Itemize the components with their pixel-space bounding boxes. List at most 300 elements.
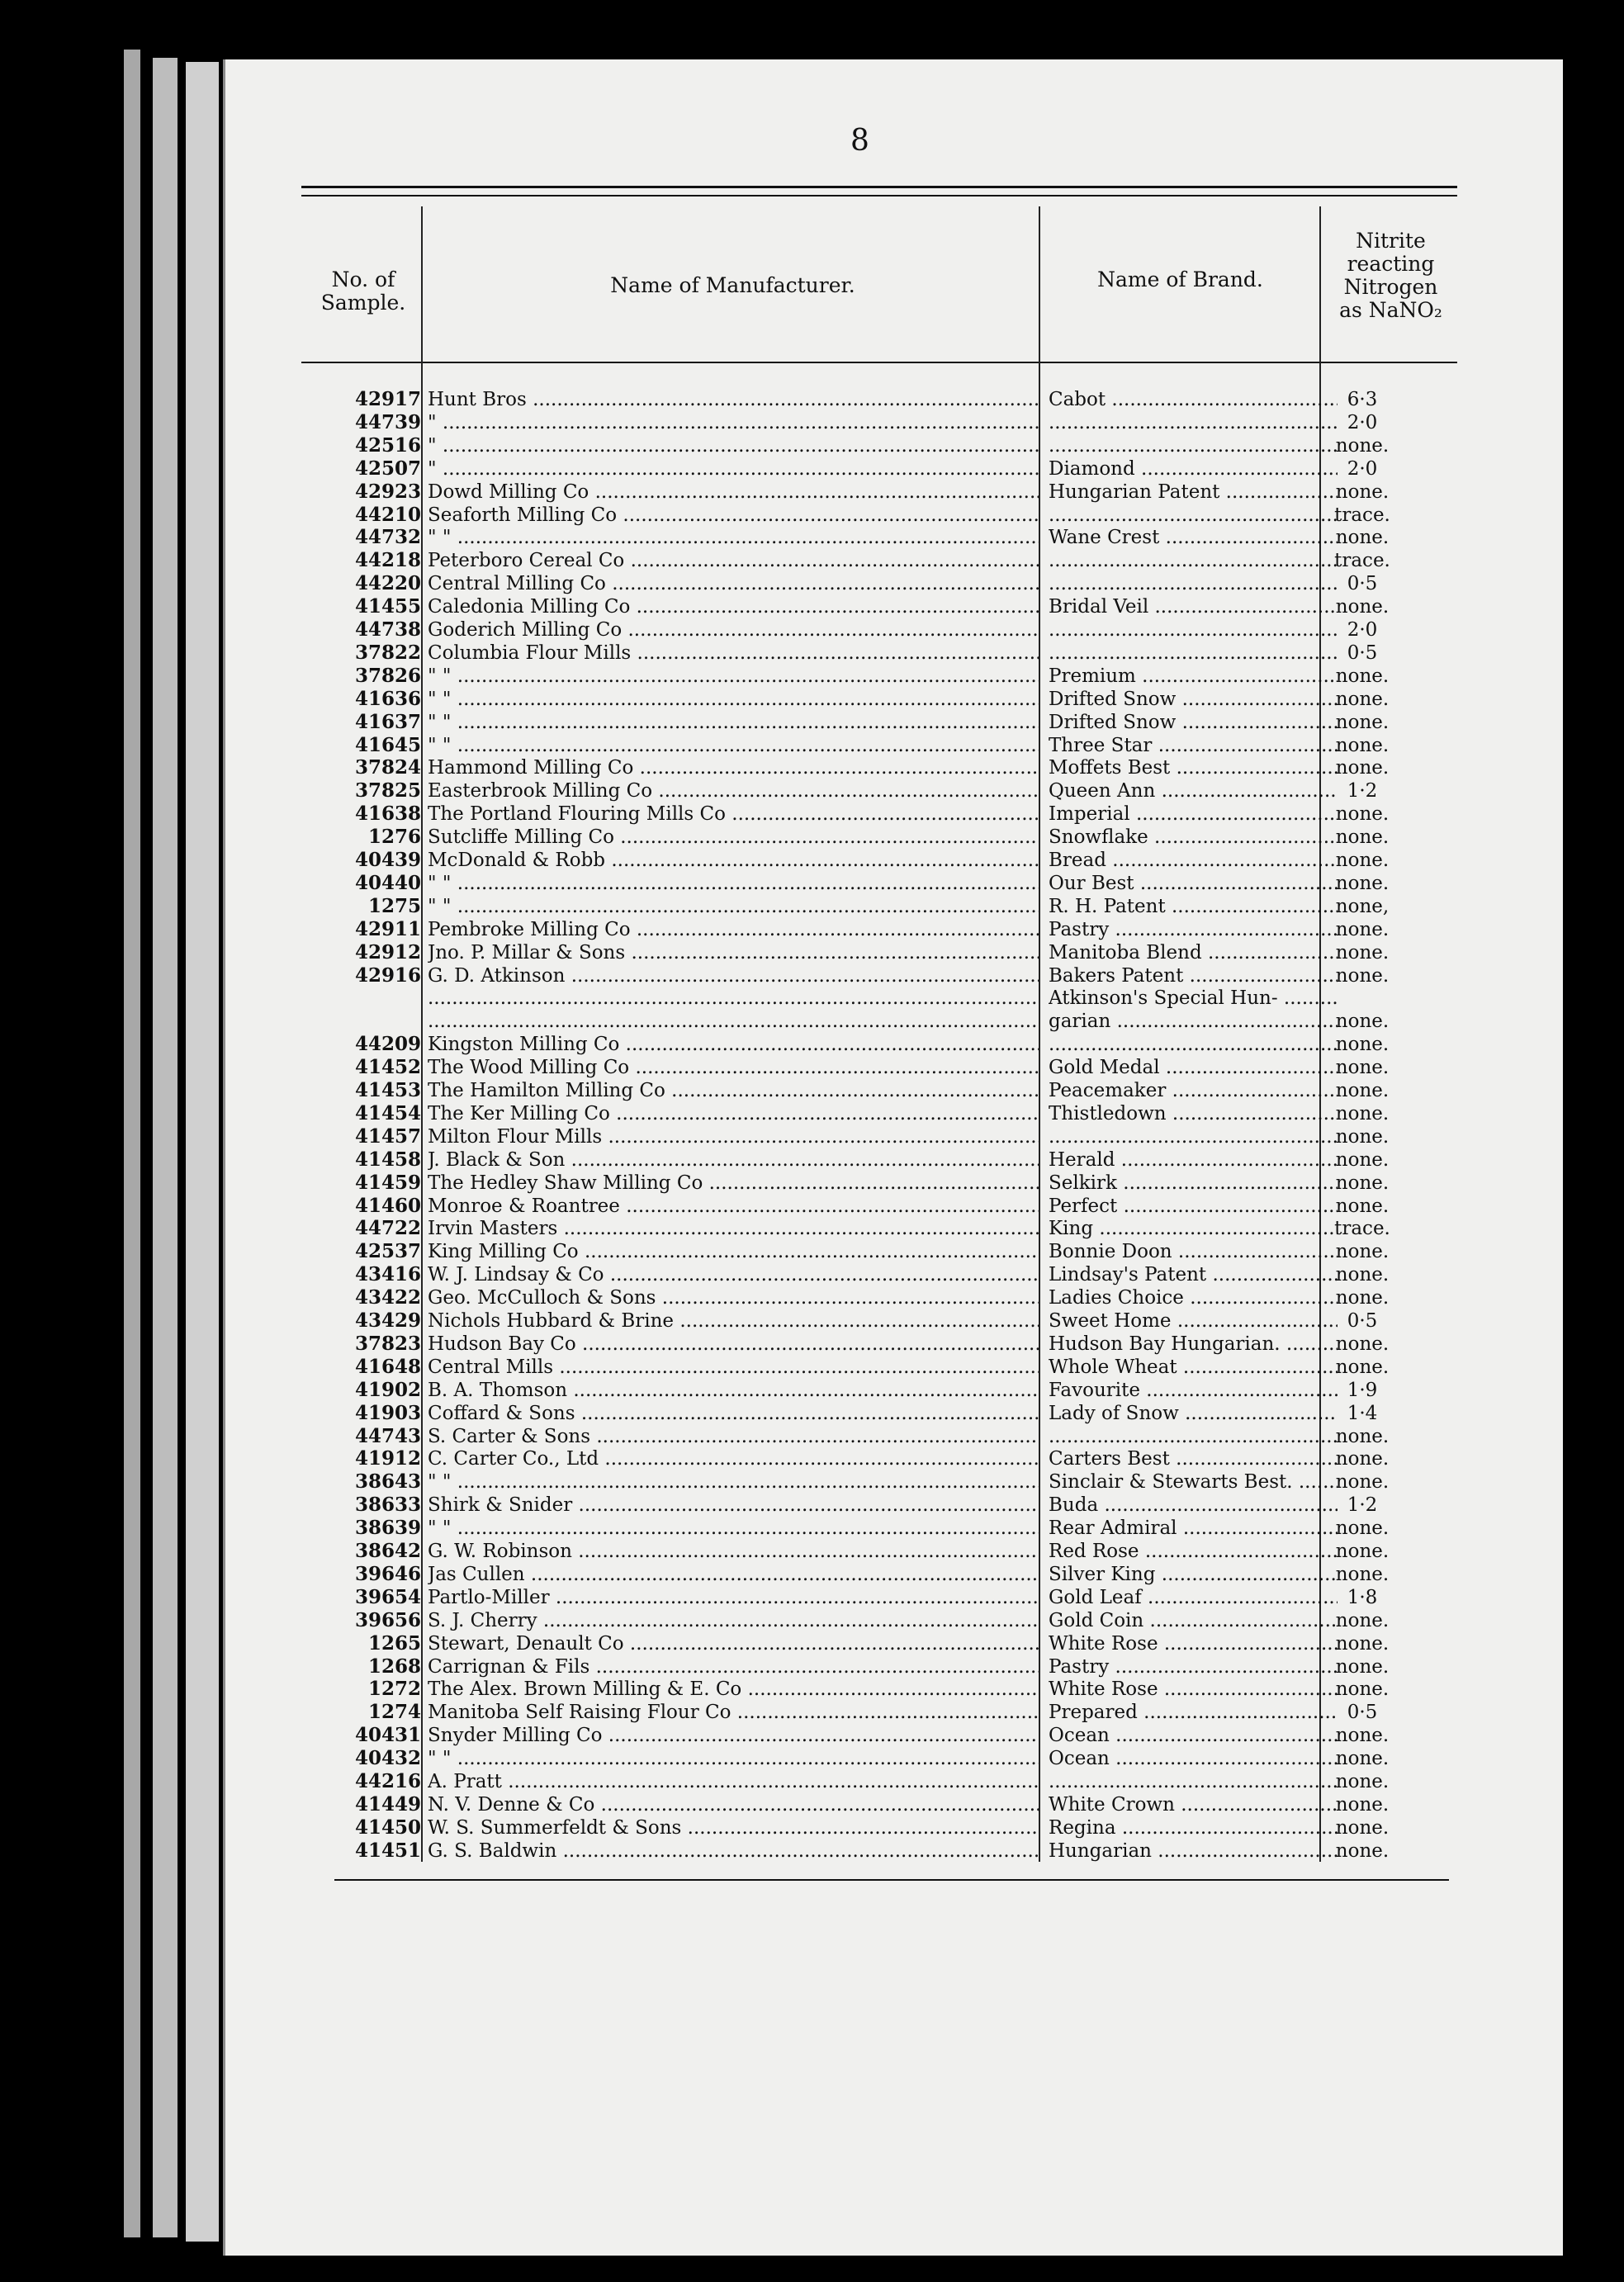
manufacturer-cell: The Hedley Shaw Milling Co .....	[428, 1172, 1039, 1195]
table-row	[0, 918, 1624, 941]
nitrogen-cell: none.	[1335, 757, 1390, 779]
brand-cell	[1049, 642, 1338, 665]
nitrogen-cell: none.	[1335, 964, 1390, 987]
manufacturer-cell: " .....	[428, 434, 1039, 457]
nitrogen-cell: none.	[1335, 1632, 1390, 1655]
brand-cell: Imperial .....	[1049, 802, 1338, 826]
table-row	[0, 1356, 1624, 1379]
brand-cell	[1049, 411, 1338, 434]
sample-cell: 37825	[354, 779, 421, 802]
sample-cell: 44220	[354, 572, 421, 595]
brand-cell: White Rose .....	[1049, 1632, 1338, 1655]
manufacturer-cell: Kingston Milling Co .....	[428, 1033, 1039, 1056]
sample-cell: 43429	[354, 1309, 421, 1332]
sample-cell: 41450	[354, 1816, 421, 1839]
sample-cell: 41449	[354, 1792, 421, 1816]
table-row	[0, 1379, 1624, 1402]
sample-cell: 38639	[354, 1517, 421, 1540]
sample-cell: 42537	[354, 1240, 421, 1263]
table-row	[0, 964, 1624, 987]
sample-cell: 42923	[354, 480, 421, 503]
sample-cell: 41636	[354, 687, 421, 710]
sample-cell: 43422	[354, 1286, 421, 1309]
manufacturer-cell: " " .....	[428, 872, 1039, 895]
manufacturer-cell: J. Black & Son .....	[428, 1148, 1039, 1172]
manufacturer-cell: The Wood Milling Co .....	[428, 1056, 1039, 1079]
manufacturer-cell: C. Carter Co., Ltd .....	[428, 1447, 1039, 1470]
header-nitrogen-line: reacting	[1347, 252, 1435, 276]
brand-cell: Premium .....	[1049, 665, 1338, 688]
nitrogen-cell: none.	[1335, 1609, 1390, 1631]
manufacturer-cell: " " .....	[428, 1470, 1039, 1494]
manufacturer-cell	[428, 1010, 1039, 1033]
header-sample: No. of Sample.	[320, 267, 406, 315]
table-row	[0, 1816, 1624, 1839]
manufacturer-cell: G. W. Robinson .....	[428, 1540, 1039, 1563]
nitrogen-cell: 1·2	[1347, 1494, 1378, 1517]
table-row	[0, 1447, 1624, 1470]
sample-cell: 44210	[354, 503, 421, 526]
nitrogen-cell: none.	[1335, 1125, 1390, 1148]
manufacturer-cell: Nichols Hubbard & Brine .....	[428, 1309, 1039, 1333]
nitrogen-cell: none.	[1335, 1816, 1390, 1839]
sample-cell: 41452	[354, 1056, 421, 1079]
table-row	[0, 411, 1624, 434]
manufacturer-cell: A. Pratt .....	[428, 1770, 1039, 1793]
brand-cell: King .....	[1049, 1217, 1338, 1240]
sample-cell: 1276	[367, 826, 421, 849]
sample-cell: 41451	[354, 1839, 421, 1862]
nitrogen-cell: none.	[1335, 1425, 1390, 1447]
table-row	[0, 595, 1624, 618]
table-row	[0, 1770, 1624, 1793]
sample-cell: 38643	[354, 1470, 421, 1494]
brand-cell: Gold Coin .....	[1049, 1609, 1338, 1632]
brand-cell: Hungarian .....	[1049, 1839, 1338, 1863]
brand-cell: Peacemaker .....	[1049, 1079, 1338, 1102]
brand-cell	[1049, 1125, 1338, 1148]
brand-cell: White Rose .....	[1049, 1678, 1338, 1701]
sample-cell: 41638	[354, 802, 421, 826]
bottom-rule	[334, 1879, 1449, 1881]
table-row	[0, 1033, 1624, 1056]
table-row	[0, 1517, 1624, 1540]
sample-cell: 37824	[354, 756, 421, 779]
sample-cell: 42917	[354, 388, 421, 410]
nitrogen-cell: none.	[1335, 1195, 1390, 1217]
nitrogen-cell: none.	[1335, 1448, 1390, 1470]
brand-cell: R. H. Patent .....	[1049, 895, 1338, 918]
sample-cell: 43416	[354, 1263, 421, 1286]
table-row	[0, 1701, 1624, 1724]
manufacturer-cell: Pembroke Milling Co .....	[428, 918, 1039, 941]
sample-cell: 44216	[354, 1770, 421, 1792]
nitrogen-cell: none.	[1335, 1080, 1390, 1101]
nitrogen-cell: none.	[1335, 1793, 1390, 1816]
nitrogen-cell: none,	[1335, 895, 1390, 917]
manufacturer-cell: Peterboro Cereal Co .....	[428, 549, 1039, 572]
table-row	[0, 688, 1624, 711]
nitrogen-cell: 0·5	[1347, 1310, 1378, 1332]
nitrogen-cell: none.	[1335, 1034, 1390, 1056]
manufacturer-cell: S. J. Cherry .....	[428, 1609, 1039, 1632]
manufacturer-cell: The Ker Milling Co .....	[428, 1102, 1039, 1125]
brand-cell: Ocean .....	[1049, 1724, 1338, 1747]
manufacturer-cell: Carrignan & Fils .....	[428, 1655, 1039, 1678]
brand-cell: Red Rose .....	[1049, 1540, 1338, 1563]
brand-cell: Diamond .....	[1049, 457, 1338, 481]
brand-cell: Whole Wheat .....	[1049, 1356, 1338, 1379]
sample-cell: 41453	[354, 1079, 421, 1101]
brand-cell: garian .....	[1049, 1010, 1338, 1033]
table-row	[0, 1724, 1624, 1747]
sample-cell: 37826	[354, 664, 421, 687]
manufacturer-cell: Goderich Milling Co .....	[428, 618, 1039, 642]
sample-cell: 44732	[354, 526, 421, 549]
table-row	[0, 549, 1624, 572]
manufacturer-cell: Central Mills .....	[428, 1356, 1039, 1379]
manufacturer-cell: " " .....	[428, 688, 1039, 711]
table-row	[0, 1609, 1624, 1632]
nitrogen-cell: none.	[1335, 688, 1390, 710]
brand-cell: Bonnie Doon .....	[1049, 1240, 1338, 1263]
brand-cell	[1049, 1425, 1338, 1448]
table-row	[0, 802, 1624, 826]
sample-cell: 38642	[354, 1540, 421, 1562]
table-row	[0, 1125, 1624, 1148]
manufacturer-cell	[428, 987, 1039, 1010]
brand-cell: Manitoba Blend .....	[1049, 941, 1338, 964]
nitrogen-cell: 6·3	[1347, 389, 1378, 410]
brand-cell: Atkinson's Special Hun- .....	[1049, 987, 1338, 1010]
nitrogen-cell: 1·9	[1347, 1379, 1378, 1401]
manufacturer-cell: Hunt Bros .....	[428, 388, 1039, 411]
sample-cell: 1268	[367, 1655, 421, 1678]
brand-cell	[1049, 504, 1338, 527]
manufacturer-cell: Partlo-Miller .....	[428, 1586, 1039, 1609]
nitrogen-cell: none.	[1335, 1241, 1390, 1263]
table-row	[0, 895, 1624, 918]
brand-cell: Lindsay's Patent .....	[1049, 1263, 1338, 1286]
table-row	[0, 1540, 1624, 1563]
manufacturer-cell: Snyder Milling Co .....	[428, 1724, 1039, 1747]
brand-cell: Bread .....	[1049, 849, 1338, 872]
brand-cell: Rear Admiral .....	[1049, 1517, 1338, 1540]
brand-cell: Gold Leaf .....	[1049, 1586, 1338, 1609]
nitrogen-cell: none.	[1335, 665, 1390, 687]
manufacturer-cell: McDonald & Robb .....	[428, 849, 1039, 872]
manufacturer-cell: Caledonia Milling Co .....	[428, 595, 1039, 618]
page-number: 8	[850, 124, 869, 158]
brand-cell	[1049, 1033, 1338, 1056]
brand-cell: Thistledown .....	[1049, 1102, 1338, 1125]
brand-cell: Pastry .....	[1049, 1655, 1338, 1678]
sample-cell: 1265	[367, 1631, 421, 1655]
brand-cell: Wane Crest .....	[1049, 526, 1338, 549]
sample-cell: 38633	[354, 1494, 421, 1517]
table-row	[0, 1655, 1624, 1678]
table-row	[0, 618, 1624, 642]
manufacturer-cell: Sutcliffe Milling Co .....	[428, 826, 1039, 849]
table-row	[0, 1470, 1624, 1494]
sample-cell: 41454	[354, 1101, 421, 1124]
manufacturer-cell: Stewart, Denault Co .....	[428, 1632, 1039, 1655]
manufacturer-cell: Hammond Milling Co .....	[428, 756, 1039, 779]
nitrogen-cell: none.	[1335, 1655, 1390, 1678]
brand-cell: Favourite .....	[1049, 1379, 1338, 1402]
manufacturer-cell: Seaforth Milling Co .....	[428, 504, 1039, 527]
table-row	[0, 1309, 1624, 1333]
table-row	[0, 1333, 1624, 1356]
manufacturer-cell: W. J. Lindsay & Co .....	[428, 1263, 1039, 1286]
brand-cell: Lady of Snow .....	[1049, 1402, 1338, 1425]
table-row	[0, 1286, 1624, 1309]
sample-cell: 37822	[354, 641, 421, 664]
table-row	[0, 756, 1624, 779]
table-row	[0, 1195, 1624, 1218]
brand-cell: Ocean .....	[1049, 1747, 1338, 1770]
nitrogen-cell: none.	[1335, 803, 1390, 826]
nitrogen-cell: none.	[1335, 1839, 1390, 1862]
sample-cell: 41902	[354, 1378, 421, 1401]
nitrogen-cell: 0·5	[1347, 573, 1378, 595]
sample-cell: 44209	[354, 1033, 421, 1056]
nitrogen-cell: trace.	[1334, 1218, 1390, 1240]
nitrogen-cell: none.	[1335, 434, 1390, 457]
manufacturer-cell: King Milling Co .....	[428, 1240, 1039, 1263]
manufacturer-cell: Central Milling Co .....	[428, 572, 1039, 595]
manufacturer-cell: B. A. Thomson .....	[428, 1379, 1039, 1402]
brand-cell: Drifted Snow .....	[1049, 711, 1338, 734]
brand-cell: Sweet Home .....	[1049, 1309, 1338, 1333]
table-row	[0, 665, 1624, 688]
sample-cell: 40440	[354, 871, 421, 894]
brand-cell: Selkirk .....	[1049, 1172, 1338, 1195]
sample-cell: 39656	[354, 1608, 421, 1631]
brand-cell	[1049, 1770, 1338, 1793]
sample-cell: 42516	[354, 433, 421, 457]
nitrogen-cell: none.	[1335, 1264, 1390, 1286]
manufacturer-cell: Irvin Masters .....	[428, 1217, 1039, 1240]
nitrogen-cell: none.	[1335, 1172, 1390, 1194]
nitrogen-cell: 2·0	[1347, 457, 1378, 480]
table-row	[0, 711, 1624, 734]
brand-cell: Regina .....	[1049, 1816, 1338, 1839]
sample-cell: 42911	[354, 917, 421, 940]
sample-cell: 41648	[354, 1355, 421, 1378]
table-row	[0, 872, 1624, 895]
sample-cell: 41912	[354, 1447, 421, 1470]
manufacturer-cell: Milton Flour Mills .....	[428, 1125, 1039, 1148]
brand-cell: Buda .....	[1049, 1494, 1338, 1517]
table-row	[0, 1586, 1624, 1609]
table-row	[0, 1632, 1624, 1655]
nitrogen-cell: none.	[1335, 1471, 1390, 1494]
nitrogen-cell: 1·4	[1347, 1402, 1378, 1424]
nitrogen-cell: none.	[1335, 872, 1390, 894]
sample-cell: 44722	[354, 1217, 421, 1240]
table-row	[0, 1079, 1624, 1102]
manufacturer-cell: Dowd Milling Co .....	[428, 481, 1039, 504]
brand-cell: Silver King .....	[1049, 1563, 1338, 1586]
nitrogen-cell: none.	[1335, 1333, 1390, 1355]
nitrogen-cell: none.	[1335, 941, 1390, 963]
manufacturer-cell: Monroe & Roantree .....	[428, 1195, 1039, 1218]
manufacturer-cell: " " .....	[428, 665, 1039, 688]
manufacturer-cell: Geo. McCulloch & Sons .....	[428, 1286, 1039, 1309]
manufacturer-cell: Easterbrook Milling Co .....	[428, 779, 1039, 802]
manufacturer-cell: The Hamilton Milling Co .....	[428, 1079, 1039, 1102]
sample-cell: 41458	[354, 1148, 421, 1171]
manufacturer-cell: W. S. Summerfeldt & Sons .....	[428, 1816, 1039, 1839]
nitrogen-cell: 0·5	[1347, 642, 1378, 664]
nitrogen-cell: none.	[1335, 1356, 1390, 1378]
table-row	[0, 457, 1624, 481]
manufacturer-cell: S. Carter & Sons .....	[428, 1425, 1039, 1448]
nitrogen-cell: none.	[1335, 1541, 1390, 1562]
nitrogen-cell: none.	[1335, 1057, 1390, 1079]
nitrogen-cell: trace.	[1334, 550, 1390, 572]
table-row	[0, 388, 1624, 411]
manufacturer-cell: " " .....	[428, 895, 1039, 918]
table-row	[0, 1148, 1624, 1172]
nitrogen-cell: none.	[1335, 1563, 1390, 1585]
table-row	[0, 504, 1624, 527]
brand-cell: Perfect .....	[1049, 1195, 1338, 1218]
sample-cell: 40439	[354, 849, 421, 871]
brand-cell: Bridal Veil .....	[1049, 595, 1338, 618]
manufacturer-cell: " " .....	[428, 1517, 1039, 1540]
table-row	[0, 849, 1624, 872]
table-row	[0, 734, 1624, 757]
brand-cell: Hudson Bay Hungarian. .....	[1049, 1333, 1338, 1356]
header-brand: Name of Brand.	[1097, 267, 1263, 291]
brand-cell: Three Star .....	[1049, 734, 1338, 757]
brand-cell: Ladies Choice .....	[1049, 1286, 1338, 1309]
table-row	[0, 481, 1624, 504]
table-row	[0, 779, 1624, 802]
manufacturer-cell: " " .....	[428, 526, 1039, 549]
nitrogen-cell: none.	[1335, 850, 1390, 871]
brand-cell: Queen Ann .....	[1049, 779, 1338, 802]
brand-cell: Moffets Best .....	[1049, 756, 1338, 779]
table-row	[0, 1678, 1624, 1701]
manufacturer-cell: " .....	[428, 457, 1039, 481]
header-nitrogen-line: Nitrogen	[1343, 275, 1438, 299]
nitrogen-cell: none.	[1335, 527, 1390, 549]
nitrogen-cell: none.	[1335, 596, 1390, 618]
table-row	[0, 941, 1624, 964]
manufacturer-cell: N. V. Denne & Co .....	[428, 1793, 1039, 1816]
sample-cell: 1272	[367, 1678, 421, 1701]
table-row	[0, 987, 1624, 1010]
table-row	[0, 572, 1624, 595]
table-row	[0, 642, 1624, 665]
sample-cell: 39654	[354, 1585, 421, 1608]
manufacturer-cell: The Alex. Brown Milling & E. Co .....	[428, 1678, 1039, 1701]
nitrogen-cell: 1·2	[1347, 780, 1378, 802]
sample-cell: 44738	[354, 618, 421, 641]
manufacturer-cell: The Portland Flouring Mills Co .....	[428, 802, 1039, 826]
sample-cell: 42507	[354, 457, 421, 480]
sample-cell: 41457	[354, 1124, 421, 1148]
sample-cell: 39646	[354, 1562, 421, 1585]
table-row	[0, 526, 1624, 549]
nitrogen-cell: none.	[1335, 1011, 1390, 1033]
header-nitrogen-line: as NaNO₂	[1339, 298, 1442, 322]
table-row	[0, 1010, 1624, 1033]
sample-cell: 41459	[354, 1171, 421, 1194]
sample-cell: 44739	[354, 410, 421, 433]
nitrogen-cell: none.	[1335, 1725, 1390, 1747]
nitrogen-cell: none.	[1335, 1678, 1390, 1701]
nitrogen-cell: none.	[1335, 1748, 1390, 1770]
brand-cell: Drifted Snow .....	[1049, 688, 1338, 711]
brand-cell: Cabot .....	[1049, 388, 1338, 411]
nitrogen-cell: none.	[1335, 734, 1390, 756]
brand-cell: Carters Best .....	[1049, 1447, 1338, 1470]
nitrogen-cell: none.	[1335, 1148, 1390, 1171]
table-row	[0, 1793, 1624, 1816]
table-row	[0, 826, 1624, 849]
manufacturer-cell: G. D. Atkinson .....	[428, 964, 1039, 987]
brand-cell: Herald .....	[1049, 1148, 1338, 1172]
nitrogen-cell: 2·0	[1347, 619, 1378, 641]
brand-cell	[1049, 434, 1338, 457]
sample-cell: 44218	[354, 549, 421, 572]
brand-cell: Gold Medal .....	[1049, 1056, 1338, 1079]
sample-cell: 42912	[354, 940, 421, 963]
table-row	[0, 1172, 1624, 1195]
nitrogen-cell: none.	[1335, 711, 1390, 733]
manufacturer-cell: Shirk & Snider .....	[428, 1494, 1039, 1517]
header-nitrogen-line: Nitrite	[1356, 229, 1426, 253]
nitrogen-cell: 0·5	[1347, 1702, 1378, 1724]
table-row	[0, 1563, 1624, 1586]
manufacturer-cell: " " .....	[428, 1747, 1039, 1770]
table-row	[0, 1425, 1624, 1448]
sample-cell: 44743	[354, 1424, 421, 1447]
manufacturer-cell: " " .....	[428, 734, 1039, 757]
top-rule	[301, 195, 1457, 196]
nitrogen-cell: trace.	[1334, 504, 1390, 526]
manufacturer-cell: G. S. Baldwin .....	[428, 1839, 1039, 1863]
table-row	[0, 1839, 1624, 1863]
header-rule	[301, 362, 1457, 363]
sample-cell: 41455	[354, 595, 421, 618]
sample-cell: 42916	[354, 963, 421, 987]
sample-cell: 41637	[354, 710, 421, 733]
nitrogen-cell: 2·0	[1347, 411, 1378, 433]
manufacturer-cell: Jas Cullen .....	[428, 1563, 1039, 1586]
nitrogen-cell: 1·8	[1347, 1586, 1378, 1608]
table-row	[0, 1240, 1624, 1263]
sample-cell: 41903	[354, 1401, 421, 1424]
nitrogen-cell: none.	[1335, 1102, 1390, 1124]
manufacturer-cell: Hudson Bay Co .....	[428, 1333, 1039, 1356]
sample-cell: 1275	[367, 894, 421, 917]
brand-cell: Pastry .....	[1049, 918, 1338, 941]
manufacturer-cell: Coffard & Sons .....	[428, 1402, 1039, 1425]
header-manufacturer: Name of Manufacturer.	[610, 273, 855, 297]
top-rule	[301, 186, 1457, 188]
brand-cell: Snowflake .....	[1049, 826, 1338, 849]
brand-cell: Hungarian Patent .....	[1049, 481, 1338, 504]
manufacturer-cell: Jno. P. Millar & Sons .....	[428, 941, 1039, 964]
sample-cell: 40431	[354, 1724, 421, 1747]
nitrogen-cell: none.	[1335, 1517, 1390, 1540]
brand-cell: Sinclair & Stewarts Best. .....	[1049, 1470, 1338, 1494]
